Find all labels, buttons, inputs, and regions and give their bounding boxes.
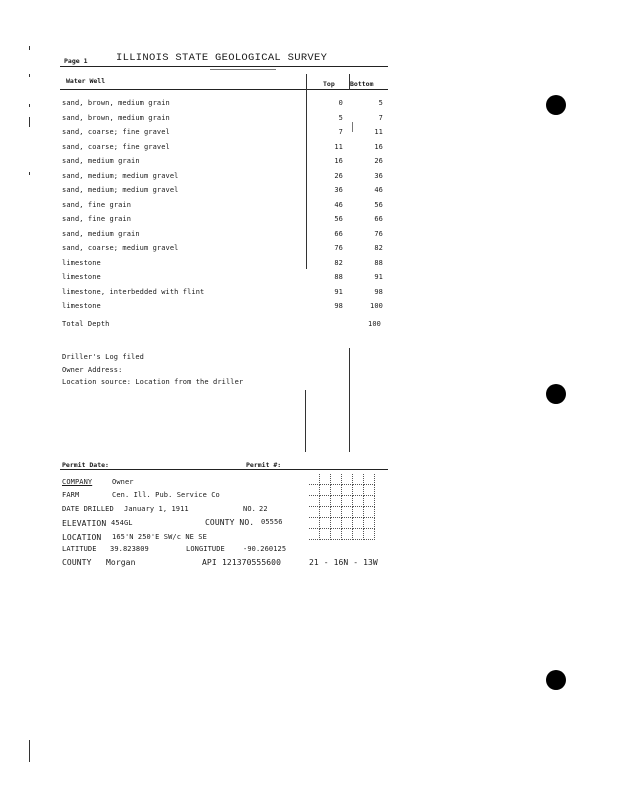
section-grid-cell: [342, 474, 353, 485]
stratum-description: sand, brown, medium grain: [62, 99, 170, 107]
stratum-top: 56: [334, 215, 343, 223]
section-grid-cell: [309, 529, 320, 540]
stratum-description: sand, fine grain: [62, 215, 132, 223]
binder-hole-middle: [546, 384, 566, 404]
table-row: [0, 201, 618, 213]
section-grid-cell: [353, 474, 364, 485]
county-no-label: COUNTY NO.: [205, 518, 255, 527]
table-row: [0, 273, 618, 285]
latitude-label: LATITUDE: [62, 545, 97, 553]
section-grid-cell: [320, 507, 331, 518]
stratum-top: 91: [334, 287, 343, 296]
stratum-bottom: 88: [374, 258, 383, 267]
stratum-top: 46: [334, 200, 343, 209]
table-row: [0, 288, 618, 300]
location-source: Location source: Location from the driller: [62, 378, 244, 386]
table-row: [0, 143, 618, 155]
section-grid-cell: [309, 485, 320, 496]
section-grid-cell: [353, 529, 364, 540]
section-grid-cell: [353, 496, 364, 507]
section-grid-cell: [331, 529, 342, 540]
stratum-description: sand, brown, medium grain: [62, 113, 170, 122]
section-grid-cell: [309, 474, 320, 485]
stratum-description: sand, coarse; fine gravel: [62, 142, 170, 151]
section-grid-cell: [331, 518, 342, 529]
total-depth-label: Total Depth: [62, 320, 110, 328]
table-row: [0, 302, 618, 314]
stratum-top: 26: [334, 171, 343, 180]
date-drilled-value: January 1, 1911: [124, 505, 189, 513]
page-label: Page 1: [64, 57, 88, 65]
section-grid-cell: [331, 474, 342, 485]
location-value: 165'N 250'E SW/c NE SE: [112, 533, 207, 541]
stratum-description: limestone, interbedded with flint: [62, 287, 205, 296]
section-grid-cell: [342, 507, 353, 518]
table-row: [0, 230, 618, 242]
stratum-description: sand, coarse; fine gravel: [62, 128, 170, 136]
section-grid-cell: [331, 496, 342, 507]
section-grid-cell: [331, 485, 342, 496]
table-row: [0, 244, 618, 256]
stratum-description: sand, medium; medium gravel: [62, 186, 179, 194]
township-range: 21 - 16N - 13W: [309, 558, 378, 567]
table-row: [0, 99, 618, 111]
stratum-description: limestone: [62, 273, 101, 281]
stratum-bottom: 26: [374, 157, 383, 165]
section-grid-cell: [364, 474, 375, 485]
company-label: COMPANY: [62, 478, 93, 486]
stratum-bottom: 98: [374, 287, 383, 296]
stratum-description: sand, medium; medium gravel: [62, 171, 179, 180]
stratum-top: 5: [338, 113, 343, 122]
stratum-bottom: 7: [378, 113, 383, 122]
stratum-bottom: 11: [374, 128, 383, 136]
column-header-bottom: Bottom: [350, 80, 374, 88]
stratum-description: limestone: [62, 302, 101, 310]
permit-date-label: Permit Date:: [62, 461, 109, 469]
stratum-bottom: 76: [374, 229, 383, 238]
stratum-top: 88: [334, 273, 343, 281]
longitude-label: LONGITUDE: [186, 545, 225, 553]
section-grid-cell: [342, 485, 353, 496]
stratum-bottom: 46: [374, 186, 383, 194]
title-underline: [210, 69, 276, 70]
section-grid-cell: [320, 474, 331, 485]
stratum-top: 7: [338, 128, 343, 136]
section-grid-cell: [364, 529, 375, 540]
stratum-bottom: 91: [374, 273, 383, 281]
section-grid-cell: [309, 507, 320, 518]
column-divider-mid: [349, 74, 350, 90]
stratum-description: sand, fine grain: [62, 200, 132, 209]
permit-number-label: Permit #:: [246, 461, 282, 469]
latitude-value: 39.823809: [110, 545, 149, 553]
section-grid-cell: [364, 507, 375, 518]
table-row: [0, 114, 618, 126]
section-grid-cell: [353, 485, 364, 496]
api-value: 121370555600: [222, 558, 281, 567]
table-row: [0, 172, 618, 184]
stratum-top: 66: [334, 229, 343, 238]
elevation-label: ELEVATION: [62, 519, 107, 528]
stratum-bottom: 36: [374, 171, 383, 180]
county-value: Morgan: [106, 558, 136, 567]
farm-label: FARM: [62, 491, 80, 499]
elevation-value: 454GL: [111, 519, 133, 527]
company-value: Owner: [112, 478, 134, 486]
farm-value: Cen. Ill. Pub. Service Co: [112, 491, 220, 499]
stratum-top: 76: [334, 244, 343, 252]
county-label: COUNTY: [62, 558, 92, 567]
column-header-rule: [60, 89, 388, 90]
section-grid-cell: [342, 496, 353, 507]
owner-address: Owner Address:: [62, 366, 123, 374]
section-grid-cell: [309, 496, 320, 507]
stratum-top: 82: [334, 258, 343, 267]
stratum-description: sand, coarse; medium gravel: [62, 244, 179, 252]
well-no-label: NO.: [243, 505, 256, 513]
stratum-top: 11: [334, 142, 343, 151]
stratum-top: 16: [334, 157, 343, 165]
well-type: Water Well: [66, 77, 106, 85]
location-label: LOCATION: [62, 533, 102, 542]
section-grid-cell: [342, 529, 353, 540]
section-grid-cell: [309, 518, 320, 529]
section-grid-cell: [320, 485, 331, 496]
stratum-description: limestone: [62, 258, 101, 267]
stratum-top: 36: [334, 186, 343, 194]
stratum-top: 98: [334, 302, 343, 310]
stratum-bottom: 82: [374, 244, 383, 252]
section-grid-cell: [364, 485, 375, 496]
table-row: [0, 186, 618, 198]
api-label: API: [202, 558, 217, 567]
margin-mark: [29, 74, 30, 77]
stratum-description: sand, medium grain: [62, 229, 140, 238]
table-row: [0, 215, 618, 227]
stratum-bottom: 5: [378, 99, 383, 107]
notes-divider-left: [305, 390, 306, 452]
section-grid-cell: [320, 496, 331, 507]
county-no-value: 05556: [261, 518, 283, 526]
margin-mark: [29, 46, 30, 50]
page-title: ILLINOIS STATE GEOLOGICAL SURVEY: [116, 52, 328, 64]
table-row: [0, 128, 618, 140]
section-grid-cell: [353, 518, 364, 529]
drillers-log-note: Driller's Log filed: [62, 353, 144, 361]
margin-mark: [29, 740, 30, 762]
permit-rule: [60, 469, 388, 470]
stratum-description: sand, medium grain: [62, 157, 140, 165]
header-rule: [60, 66, 388, 67]
stratum-bottom: 100: [370, 302, 383, 310]
longitude-value: -90.260125: [243, 545, 287, 553]
section-grid-cell: [331, 507, 342, 518]
column-header-top: Top: [323, 80, 335, 88]
section-grid-cell: [320, 518, 331, 529]
well-no-value: 22: [259, 505, 268, 513]
section-grid-cell: [364, 518, 375, 529]
notes-divider-right: [349, 348, 350, 452]
section-grid: [309, 474, 379, 544]
section-grid-cell: [342, 518, 353, 529]
section-grid-cell: [364, 496, 375, 507]
stratum-bottom: 66: [374, 215, 383, 223]
section-grid-cell: [320, 529, 331, 540]
stratum-top: 0: [338, 99, 343, 107]
table-row: [0, 157, 618, 169]
date-drilled-label: DATE DRILLED: [62, 505, 114, 513]
total-depth-value: 100: [368, 320, 381, 328]
stratum-bottom: 56: [374, 200, 383, 209]
stratum-bottom: 16: [374, 142, 383, 151]
table-row: [0, 259, 618, 271]
binder-hole-bottom: [546, 670, 566, 690]
section-grid-cell: [353, 507, 364, 518]
